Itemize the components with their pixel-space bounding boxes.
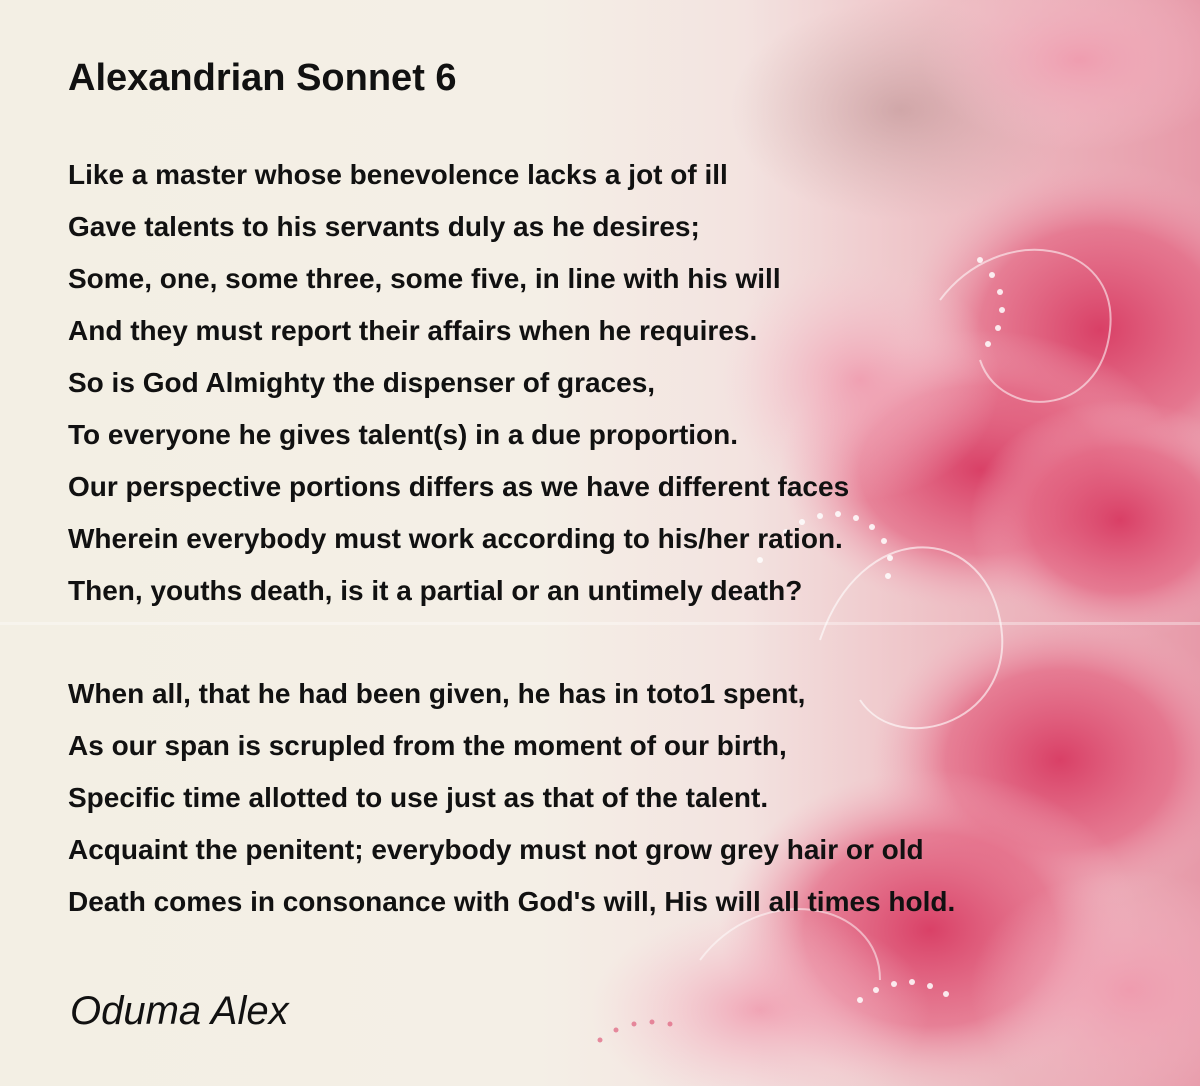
poem-line: Specific time allotted to use just as that of the talent. [68,782,769,813]
stanza-1 [68,154,849,622]
poem-line: Wherein everybody must work according to his/her ration. [68,523,843,554]
poem-line: Like a master whose benevolence lacks a jot of ill [68,159,728,190]
poem-line: Then, youths death, is it a partial or an untimely death? [68,575,803,606]
poem-line: Gave talents to his servants duly as he desires; [68,211,700,242]
stanza-2 [68,673,955,933]
poem-line: When all, that he had been given, he has in toto1 spent, [68,678,806,709]
poem-line: And they must report their affairs when he requires. [68,315,758,346]
poem-line: To everyone he gives talent(s) in a due proportion. [68,419,739,450]
poem-line: Death comes in consonance with God's will, His will all times hold. [68,886,956,917]
poem-line: So is God Almighty the dispenser of graces, [68,367,656,398]
poem-line: Some, one, some three, some five, in line with his will [68,263,781,294]
poem-line: Our perspective portions differs as we have different faces [68,471,850,502]
poem-author: Oduma Alex [70,989,289,1033]
poem-line: As our span is scrupled from the moment of our birth, [68,730,787,761]
poem-title: Alexandrian Sonnet 6 [68,57,457,99]
poem-line: Acquaint the penitent; everybody must not grow grey hair or old [68,834,924,865]
